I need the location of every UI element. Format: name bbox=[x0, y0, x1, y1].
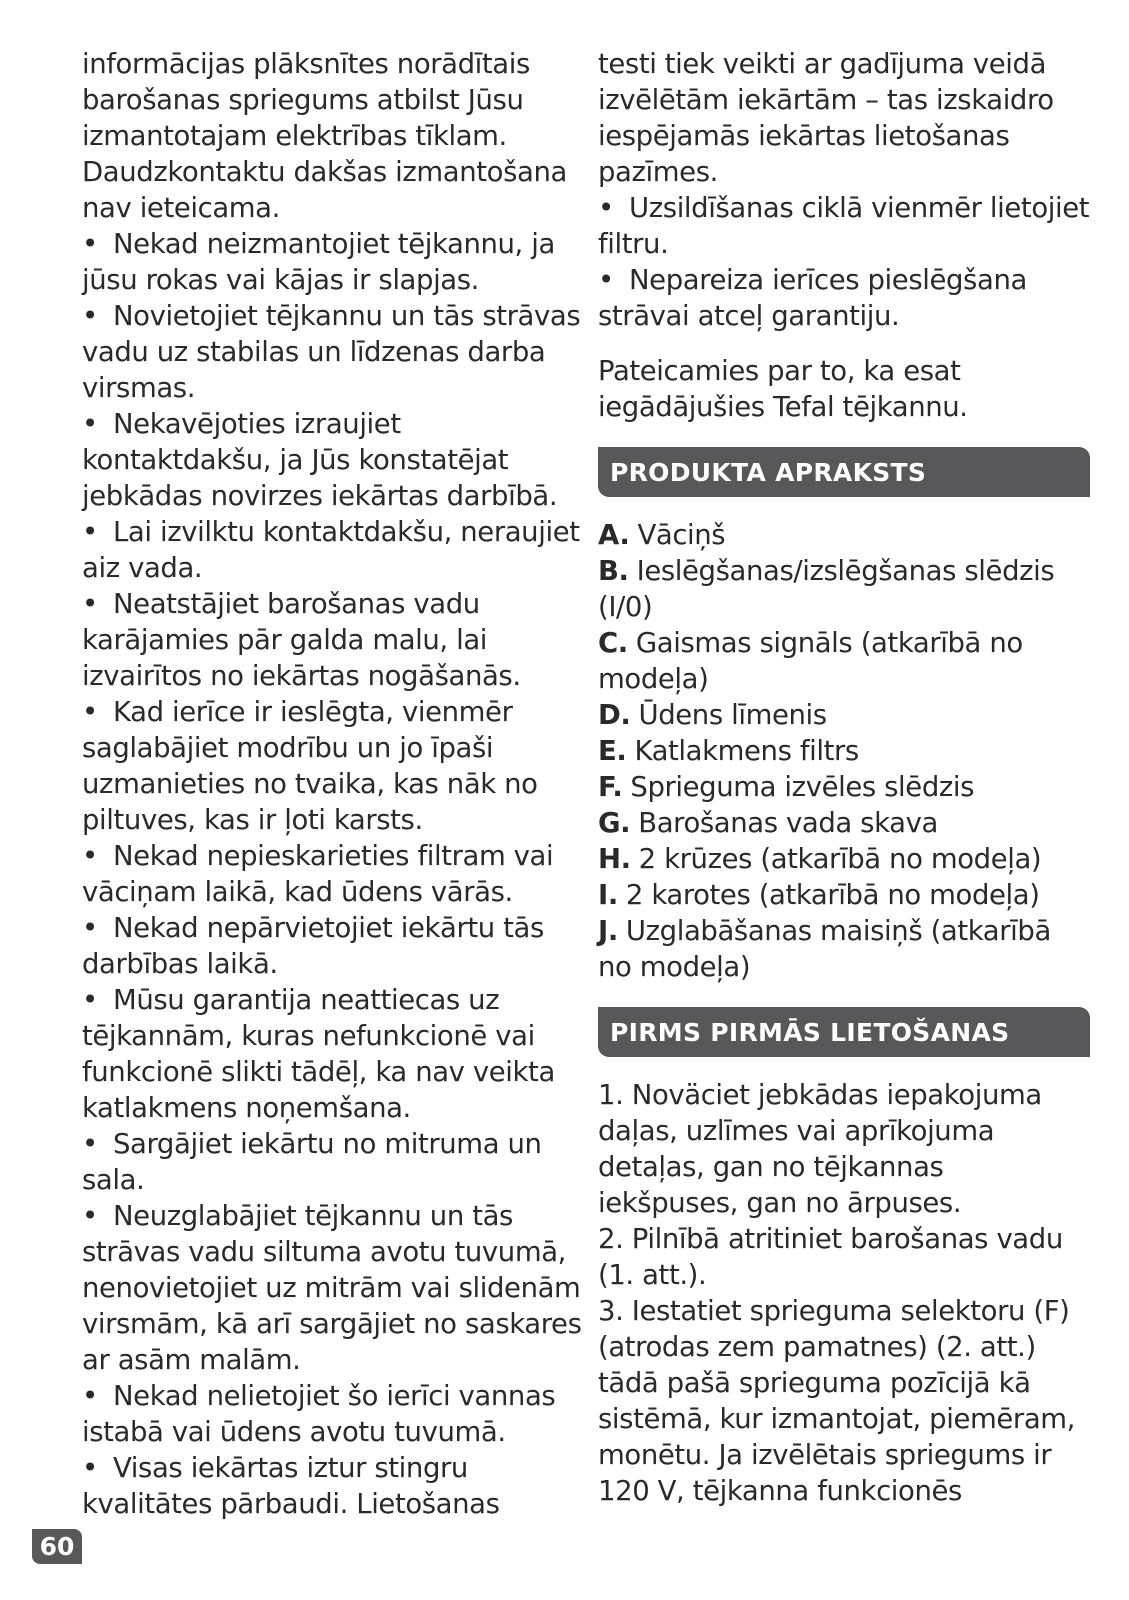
part-item-i bbox=[598, 877, 1090, 913]
part-label: Uzglabāšanas maisiņš (atkarībā no modeļa) bbox=[598, 915, 1051, 983]
part-letter: C. bbox=[598, 627, 628, 659]
bullet-do-not-move: • Nekad nepārvietojiet iekārtu tās darbības laikā. bbox=[82, 910, 582, 982]
bullet-do-not-pull-cord: • Lai izvilktu kontaktdakšu, neraujiet aiz vada. bbox=[82, 514, 582, 586]
part-letter: E. bbox=[598, 735, 627, 767]
part-item-a bbox=[598, 517, 1090, 553]
product-parts-list bbox=[598, 517, 1090, 985]
paragraph-tests: testi tiek veikti ar gadījuma veidā izvēlētām iekārtām – tas izskaidro iespējamās iekārtas lietošanas pazīmes. bbox=[598, 48, 1054, 188]
bullet-bathroom: • Nekad nelietojiet šo ierīci vannas istabā vai ūdens avotu tuvumā. bbox=[82, 1378, 582, 1450]
bullet-moisture-frost: • Sargājiet iekārtu no mitruma un sala. bbox=[82, 1126, 582, 1198]
part-letter: I. bbox=[598, 879, 618, 911]
step-1: 1. Noväciet jebkādas iepakojuma daļas, uzlīmes vai aprīkojuma detaļas, gan no tējkannas iekšpuses, gan no ārpuses. bbox=[598, 1079, 1042, 1219]
bullet-unplug-anomaly: • Nekavējoties izraujiet kontaktdakšu, ja Jūs konstatējat jebkādas novirzes iekārtas darbībā. bbox=[82, 406, 582, 514]
part-letter: G. bbox=[598, 807, 631, 839]
step-2: 2. Pilnībā atritiniet barošanas vadu (1. att.). bbox=[598, 1223, 1063, 1291]
part-item-f bbox=[598, 769, 1090, 805]
part-label: Ūdens līmenis bbox=[638, 699, 827, 731]
part-label: Gaismas signāls (atkarībā no modeļa) bbox=[598, 627, 1023, 695]
part-letter: D. bbox=[598, 699, 631, 731]
part-item-c bbox=[598, 625, 1090, 697]
bullet-quality-control: • Visas iekārtas iztur stingru kvalitātes pārbaudi. Lietošanas bbox=[82, 1450, 582, 1522]
part-item-d bbox=[598, 697, 1090, 733]
part-item-h bbox=[598, 841, 1090, 877]
part-item-b bbox=[598, 553, 1090, 625]
part-letter: H. bbox=[598, 843, 631, 875]
bullet-wet-hands: • Nekad neizmantojiet tējkannu, ja jūsu rokas vai kājas ir slapjas. bbox=[82, 226, 582, 298]
paragraph-intro: informācijas plāksnītes norādītais barošanas spriegums atbilst Jūsu izmantotajam elektrības tīklam. Daudzkontaktu dakšas izmantošana nav ieteicama. bbox=[82, 48, 567, 224]
right-column bbox=[598, 46, 1090, 1509]
thanks-paragraph: Pateicamies par to, ka esat iegādājušies Tefal tējkannu. bbox=[598, 355, 968, 423]
bullet-warranty-descaling: • Mūsu garantija neattiecas uz tējkannām, kuras nefunkcionē vai funkcionē slikti tādēļ, ka nav veikta katlakmens noņemšana. bbox=[82, 982, 582, 1126]
bullet-cord-hanging: • Neatstājiet barošanas vadu karājamies pār galda malu, lai izvairītos no iekārtas nogāšanās. bbox=[82, 586, 582, 694]
page-number: 60 bbox=[32, 1529, 82, 1564]
bullet-stable-surface: • Novietojiet tējkannu un tās strāvas vadu uz stabilas un līdzenas darba virsmas. bbox=[82, 298, 582, 406]
part-letter: J. bbox=[598, 915, 618, 947]
left-column bbox=[82, 46, 582, 1522]
part-item-g bbox=[598, 805, 1090, 841]
part-label: Katlakmens filtrs bbox=[634, 735, 859, 767]
section-heading-product-description: PRODUKTA APRAKSTS bbox=[598, 447, 1090, 497]
part-label: Vāciņš bbox=[637, 519, 726, 551]
part-item-e bbox=[598, 733, 1090, 769]
part-label: Sprieguma izvēles slēdzis bbox=[630, 771, 975, 803]
part-label: 2 krūzes (atkarībā no modeļa) bbox=[638, 843, 1042, 875]
step-3: 3. Iestatiet sprieguma selektoru (F) (atrodas zem pamatnes) (2. att.) tādā pašā sprieguma pozīcijā kā sistēmā, kur izmantojat, piemēram, monētu. Ja izvēlētais spriegums ir 120 V, tējkanna funkcionēs bbox=[598, 1295, 1075, 1507]
part-letter: A. bbox=[598, 519, 630, 551]
bullet-do-not-touch-filter: • Nekad nepieskarieties filtram vai vāciņam laikā, kad ūdens vārās. bbox=[82, 838, 582, 910]
spacer bbox=[598, 334, 1090, 353]
bullet-steam-caution: • Kad ierīce ir ieslēgta, vienmēr saglabājiet modrību un jo īpaši uzmanieties no tvaika, kas nāk no piltuves, kas ir ļoti karsts. bbox=[82, 694, 582, 838]
part-label: 2 karotes (atkarībā no modeļa) bbox=[625, 879, 1040, 911]
part-item-j bbox=[598, 913, 1090, 985]
part-label: Ieslēgšanas/izslēgšanas slēdzis (I/0) bbox=[598, 555, 1055, 623]
part-letter: F. bbox=[598, 771, 623, 803]
bullet-storage-heat: • Neuzglabājiet tējkannu un tās strāvas vadu siltuma avotu tuvumā, nenovietojiet uz mitrām vai slidenām virsmām, kā arī sargājiet no saskares ar asām malām. bbox=[82, 1198, 582, 1378]
section-heading-before-first-use: PIRMS PIRMĀS LIETOŠANAS bbox=[598, 1007, 1090, 1057]
bullet-use-filter: • Uzsildīšanas ciklā vienmēr lietojiet filtru. bbox=[598, 190, 1090, 262]
bullet-incorrect-connection: • Nepareiza ierīces pieslēgšana strāvai atceļ garantiju. bbox=[598, 262, 1090, 334]
part-letter: B. bbox=[598, 555, 629, 587]
part-label: Barošanas vada skava bbox=[638, 807, 938, 839]
